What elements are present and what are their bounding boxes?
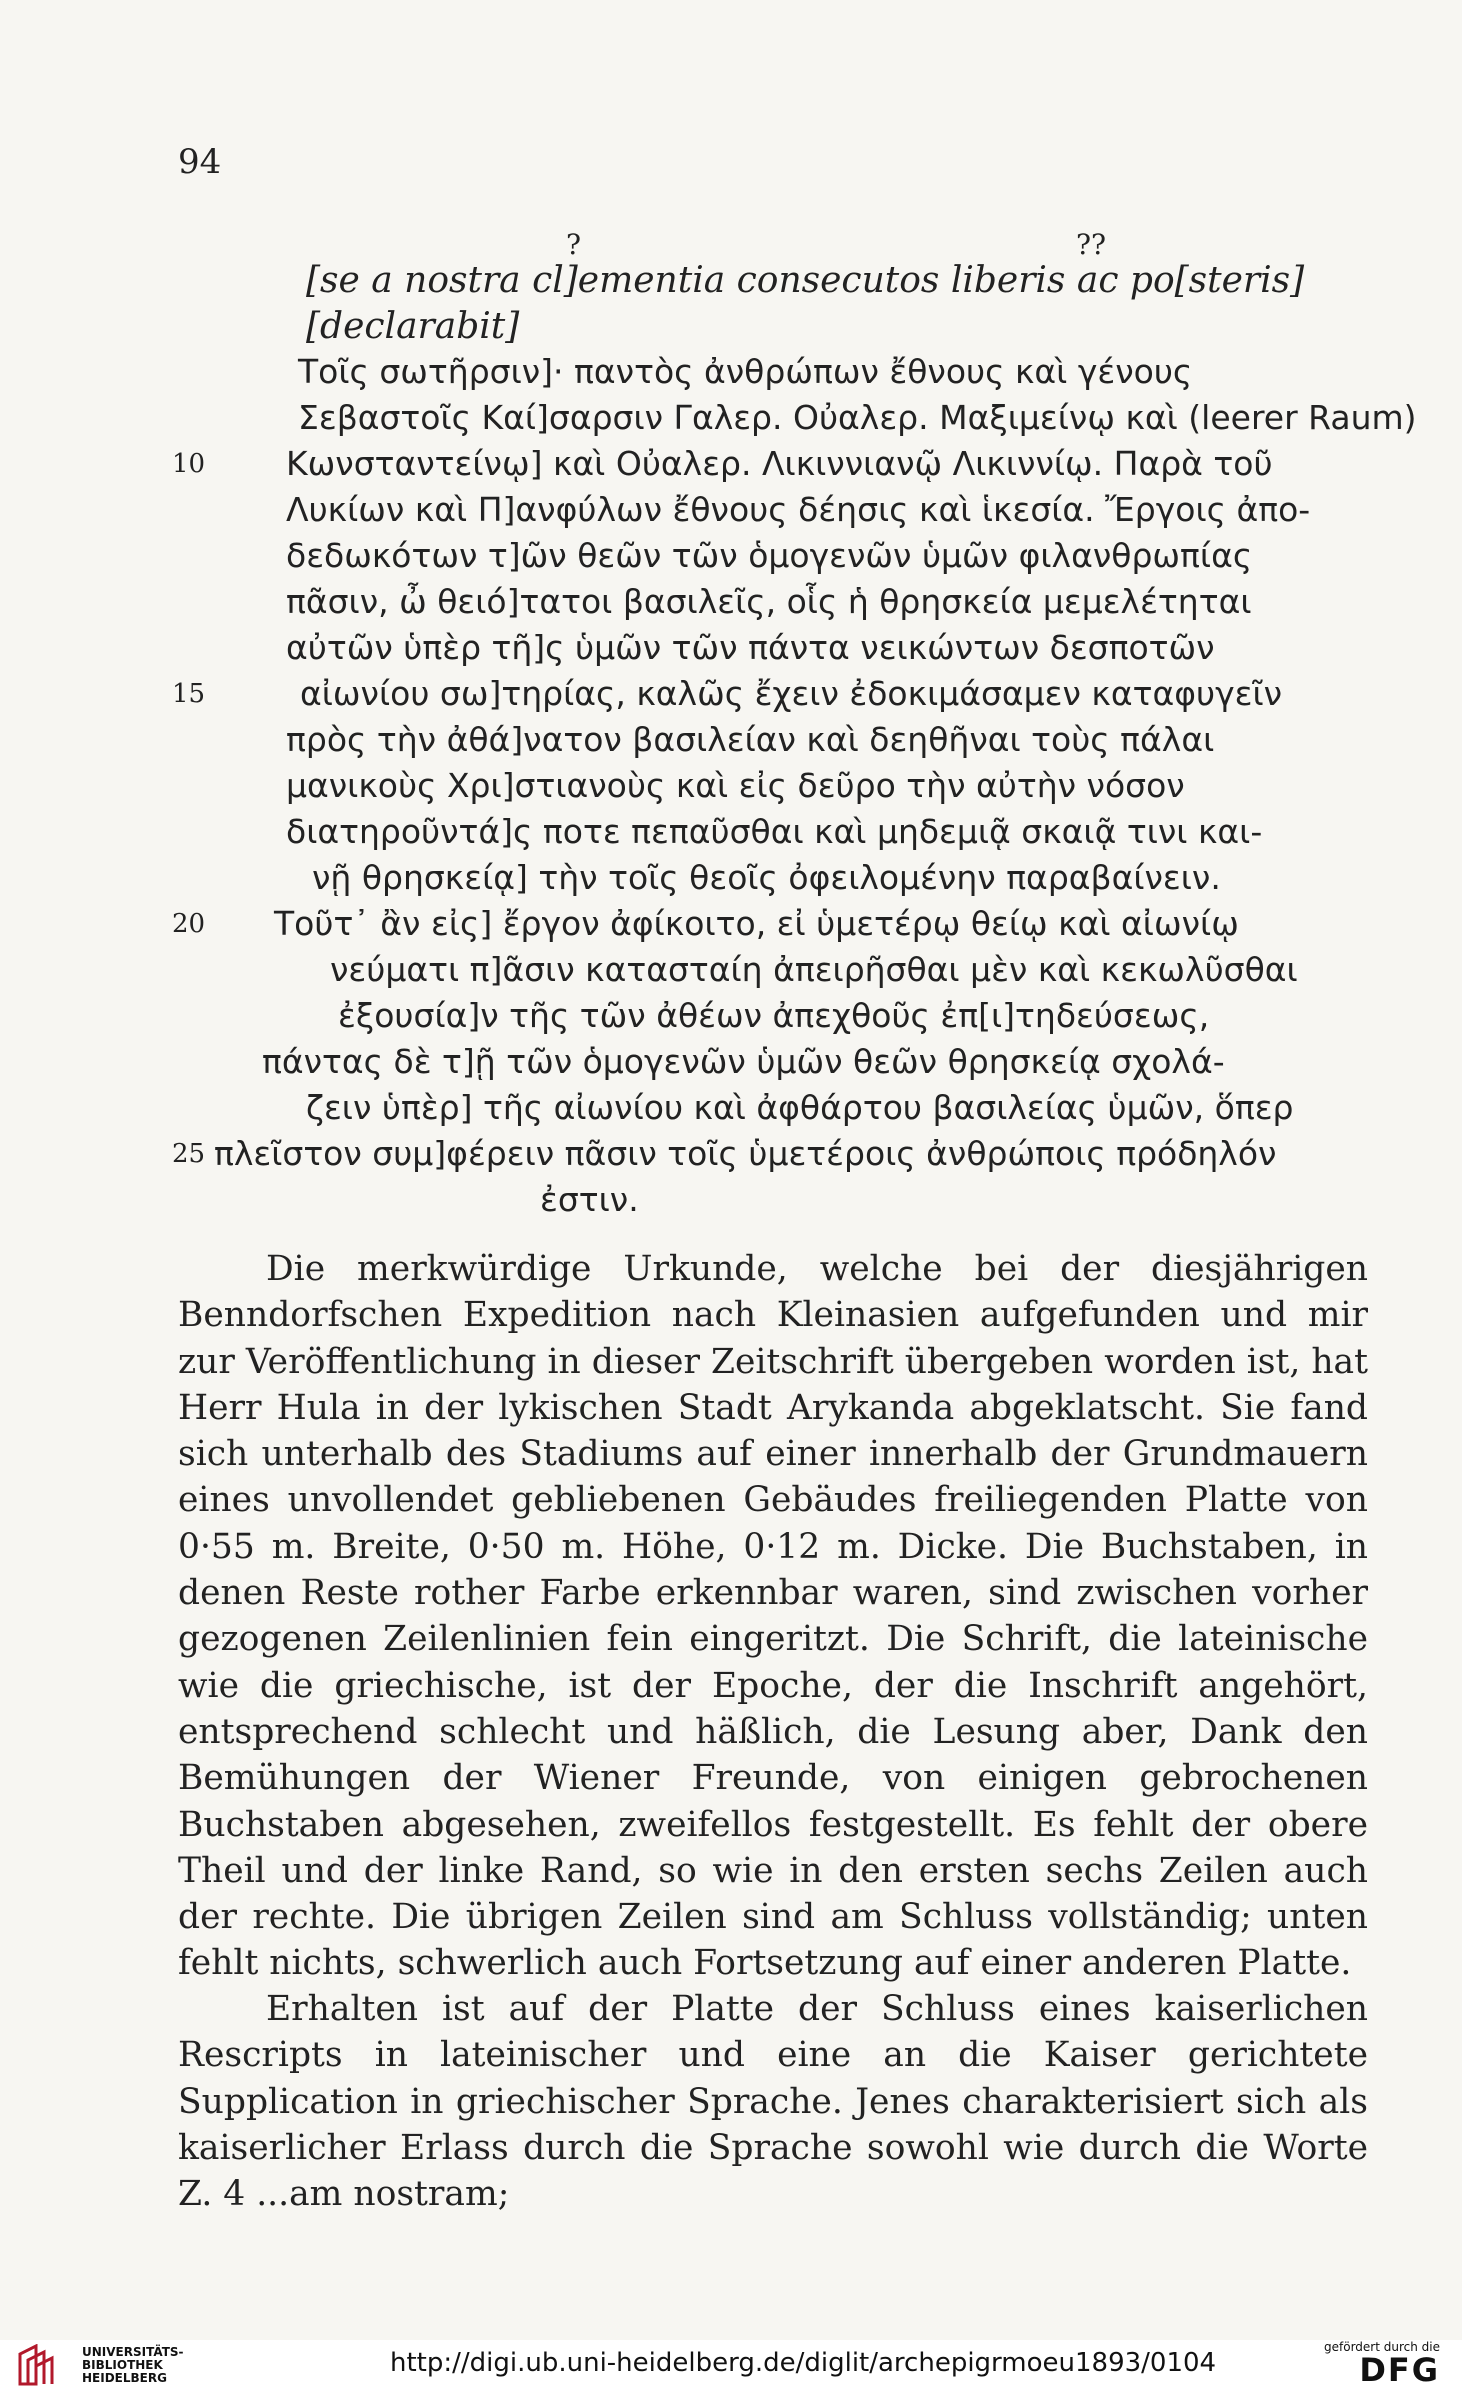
greek-line: δεδωκότων τ]ῶν θεῶν τῶν ὁμογενῶν ὑμῶν φιλανθρωπίας: [286, 536, 1253, 575]
greek-line: ζειν ὑπὲρ] τῆς αἰωνίου καὶ ἀφθάρτου βασιλείας ὑμῶν, ὅπερ: [306, 1088, 1294, 1127]
greek-line: αὐτῶν ὑπὲρ τῆ]ς ὑμῶν τῶν πάντα νεικώντων δεσποτῶν: [286, 628, 1215, 667]
uncertain-mark: ?: [566, 228, 582, 261]
dfg-logo: [1324, 2340, 1440, 2389]
line-number: 10: [172, 449, 206, 479]
line-number: 25: [172, 1139, 206, 1169]
greek-line: Σεβαστοῖς Καί]σαρσιν Γαλερ. Οὐαλερ. Μαξιμείνῳ καὶ (leerer Raum): [298, 398, 1417, 437]
greek-line: Λυκίων καὶ Π]ανφύλων ἔθνους δέησις καὶ ἱκεσία. Ἔργοις ἀπο-: [286, 490, 1311, 529]
greek-line: πλεῖστον συμ]φέρειν πᾶσιν τοῖς ὑμετέροις ἀνθρώποις πρόδηλόν: [214, 1134, 1277, 1173]
dfg-wordmark: DFG: [1359, 2351, 1440, 2389]
greek-line: πρὸς τὴν ἀθά]νατον βασιλείαν καὶ δεηθῆναι τοὺς πάλαι: [286, 720, 1215, 759]
greek-line: πᾶσιν, ὦ θειό]τατοι βασιλεῖς, οἷς ἡ θρησκεία μεμελέτηται: [286, 582, 1252, 621]
greek-line: Τοῦτ᾽ ἂν εἰς] ἔργον ἀφίκοιτο, εἰ ὑμετέρῳ θείῳ καὶ αἰωνίῳ: [274, 904, 1239, 943]
greek-line: νῇ θρησκείᾳ] τὴν τοῖς θεοῖς ὀφειλομένην παραβαίνειν.: [312, 858, 1221, 897]
greek-line: αἰωνίου σω]τηρίας, καλῶς ἔχειν ἐδοκιμάσαμεν καταφυγεῖν: [300, 674, 1283, 713]
latin-line: [declarabit]: [306, 306, 520, 347]
footer-bar: [0, 2340, 1462, 2388]
greek-line: νεύματι π]ᾶσιν κατασταίη ἀπειρῆσθαι μὲν καὶ κεκωλῦσθαι: [330, 950, 1298, 989]
greek-line: μανικοὺς Χρι]στιανοὺς καὶ εἰς δεῦρο τὴν αὐτὴν νόσον: [286, 766, 1185, 805]
greek-line: διατηροῦντά]ς ποτε πεπαῦσθαι καὶ μηδεμιᾷ σκαιᾷ τινι και-: [286, 812, 1263, 851]
line-number: 15: [172, 679, 206, 709]
line-number: 20: [172, 909, 206, 939]
dfg-funded-by: gefördert durch die: [1324, 2340, 1440, 2354]
greek-line: ἐξουσία]ν τῆς τῶν ἀθέων ἀπεχθοῦς ἐπ[ι]τηδεύσεως,: [338, 996, 1210, 1035]
source-url-link[interactable]: http://digi.ub.uni-heidelberg.de/diglit/archepigrmoeu1893/0104: [390, 2348, 1217, 2378]
uncertain-mark: ??: [1076, 228, 1107, 261]
page-number: 94: [178, 142, 222, 182]
library-logo-icon: [14, 2344, 64, 2386]
library-name: UNIVERSITÄTS- BIBLIOTHEK HEIDELBERG: [82, 2345, 184, 2385]
greek-line: πάντας δὲ τ]ῇ τῶν ὁμογενῶν ὑμῶν θεῶν θρησκείᾳ σχολά-: [262, 1042, 1225, 1081]
greek-line: Κωνσταντείνῳ] καὶ Οὐαλερ. Λικιννιανῷ Λικιννίῳ. Παρὰ τοῦ: [286, 444, 1273, 483]
greek-line: Τοῖς σωτῆρσιν]· παντὸς ἀνθρώπων ἔθνους καὶ γένους: [298, 352, 1193, 391]
greek-line: ἐστιν.: [540, 1180, 639, 1219]
commentary-paragraph: Erhalten ist auf der Platte der Schluss eines kaiserlichen Rescripts in lateinischer und eine an die Kaiser gerichtete Supplication in griechischer Sprache. Jenes charakterisiert sich als kaiserlicher Erlass durch die Sprache sowohl wie durch die Worte Z. 4 ...am nostram;: [178, 1989, 1368, 2215]
commentary-paragraph: Die merkwürdige Urkunde, welche bei der diesjährigen Benndorfschen Expedition nach Kleinasien aufgefunden und mir zur Veröffentlichung in dieser Zeitschrift übergeben worden ist, hat Herr Hula in der lykischen Stadt Arykanda abgeklatscht. Sie fand sich unterhalb des Stadiums auf einer innerhalb der Grundmauern eines unvollendet gebliebenen Gebäudes freiliegenden Platte von 0·55 m. Breite, 0·50 m. Höhe, 0·12 m. Dicke. Die Buchstaben, in denen Reste rother Farbe erkennbar waren, sind zwischen vorher gezogenen Zeilenlinien fein eingeritzt. Die Schrift, die lateinische wie die griechische, ist der Epoche, der die Inschrift angehört, entsprechend schlecht und häßlich, die Lesung aber, Dank den Bemühungen der Wiener Freunde, von einigen gebrochenen Buchstaben abgesehen, zweifellos festgestellt. Es fehlt der obere Theil und der linke Rand, so wie in den ersten sechs Zeilen auch der rechte. Die übrigen Zeilen sind am Schluss vollständig; unten fehlt nichts, schwerlich auch Fortsetzung auf einer anderen Platte.: [178, 1249, 1368, 1984]
latin-line: [se a nostra cl]ementia consecutos liberis ac po[steris]: [306, 260, 1305, 301]
